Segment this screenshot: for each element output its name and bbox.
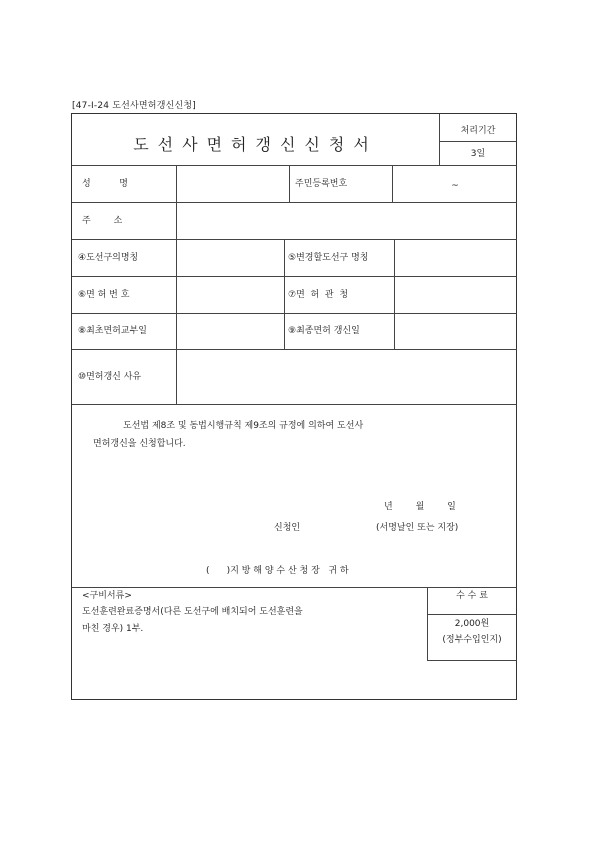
application-date: 년 월 일	[384, 502, 456, 512]
address-field[interactable]	[177, 214, 517, 228]
signature-note: (서명날인 또는 지장)	[376, 523, 459, 533]
addressee: ( )지 방 해 양 수 산 청 장 귀 하	[206, 566, 349, 576]
revenue-stamp-note: (정부수입인지)	[442, 635, 502, 645]
issuing-authority-field[interactable]	[395, 288, 517, 302]
fee-label: 수 수 료	[456, 591, 488, 601]
processing-period-value: 3일	[470, 149, 486, 159]
statement-line-2: 면허갱신을 신청합니다.	[93, 439, 186, 449]
last-renewal-date-label: ⑨최종면허 갱신일	[288, 326, 360, 336]
issuing-authority-label: ⑦면 허 관 청	[288, 290, 349, 300]
processing-divider	[439, 141, 517, 142]
first-issue-date-label: ⑧최초면허교부일	[78, 326, 147, 336]
row-line	[72, 165, 517, 166]
district-field[interactable]	[177, 251, 283, 265]
last-renewal-date-field[interactable]	[395, 324, 517, 338]
change-district-label: ⑤변경할도선구 명칭	[288, 253, 369, 263]
rrn-field[interactable]: ~	[451, 181, 459, 191]
required-documents-line-2: 마친 경우) 1부.	[82, 624, 144, 634]
address-label: 주 소	[82, 216, 123, 226]
first-issue-date-field[interactable]	[177, 324, 283, 338]
statement-line-1: 도선법 제8조 및 동법시행규칙 제9조의 규정에 의하여 도선사	[123, 421, 364, 431]
license-number-field[interactable]	[177, 288, 283, 302]
rrn-label: 주민등록번호	[295, 179, 348, 189]
form-code: [47-Ⅰ-24 도선사면허갱신신청]	[72, 101, 196, 111]
required-documents-header: <구비서류>	[82, 591, 132, 601]
name-field[interactable]	[177, 178, 289, 192]
renewal-reason-label: ⑩면허갱신 사유	[78, 372, 142, 382]
renewal-reason-field[interactable]	[177, 359, 517, 395]
applicant-label: 신청인	[274, 523, 301, 533]
form-title: 도선사면허갱신신청서	[133, 135, 378, 154]
district-label: ④도선구의명칭	[78, 253, 139, 263]
change-district-field[interactable]	[395, 251, 517, 265]
fee-amount: 2,000원	[454, 619, 490, 629]
application-form	[71, 113, 517, 700]
processing-period-label: 처리기간	[460, 126, 496, 136]
required-documents-line-1: 도선훈련완료증명서(다른 도선구에 배치되어 도선훈련을	[82, 607, 303, 617]
license-number-label: ⑥면 허 번 호	[78, 290, 130, 300]
name-label: 성 명	[82, 179, 128, 189]
